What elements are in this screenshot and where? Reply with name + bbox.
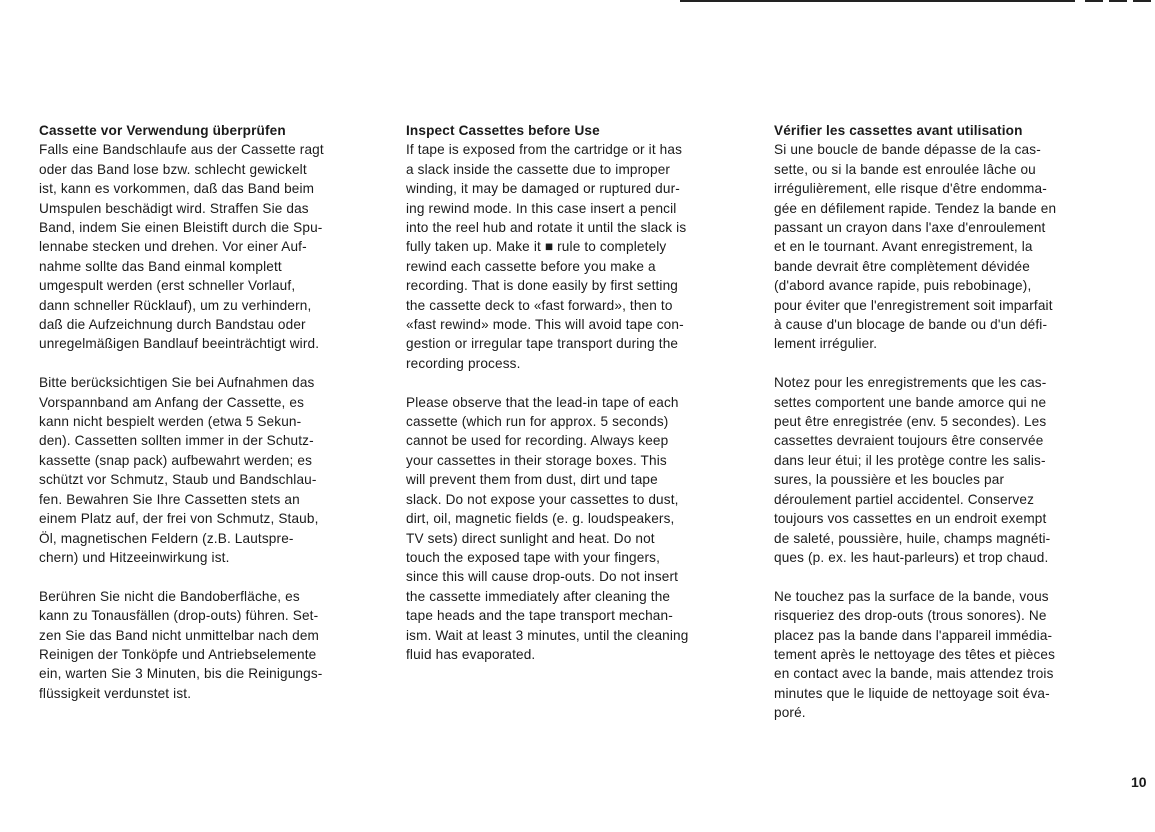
text-line: risqueriez des drop-outs (trous sonores). Ne <box>774 608 1047 624</box>
paragraph <box>406 140 738 373</box>
text-line: Falls eine Bandschlaufe aus der Cassette ragt <box>39 142 324 158</box>
text-line: passant un crayon dans l'axe d'enroulement <box>774 220 1046 236</box>
text-line: nahme sollte das Band einmal komplett <box>39 258 282 274</box>
paragraph <box>39 140 371 353</box>
text-line: cassettes devraient toujours être conservée <box>774 433 1044 449</box>
text-line: poré. <box>774 705 806 721</box>
text-line: Band, indem Sie einen Bleistift durch die Spu- <box>39 220 323 236</box>
paragraph <box>39 587 371 703</box>
text-line: toujours vos cassettes en un endroit exempt <box>774 511 1047 527</box>
heading-french: Vérifier les cassettes avant utilisation <box>774 123 1023 138</box>
text-line: ist, kann es vorkommen, daß das Band beim <box>39 181 315 197</box>
text-line: ing rewind mode. In this case insert a pencil <box>406 200 677 216</box>
text-line: dans leur étui; il les protège contre les salis- <box>774 452 1046 468</box>
paragraph <box>774 587 1110 723</box>
text-line: Bitte berücksichtigen Sie bei Aufnahmen das <box>39 375 315 391</box>
paragraph <box>774 373 1110 567</box>
text-line: unregelmäßigen Bandlauf beeinträchtigt wird. <box>39 336 320 352</box>
paragraphs-english <box>406 140 738 664</box>
text-line: kassette (snap pack) aufbewahrt werden; es <box>39 452 313 468</box>
text-line: minutes que le liquide de nettoyage soit éva- <box>774 685 1050 701</box>
heading-english: Inspect Cassettes before Use <box>406 123 600 138</box>
text-line: recording process. <box>406 355 521 371</box>
text-line: the cassette deck to «fast forward», then to <box>406 297 673 313</box>
text-line: gestion or irregular tape transport during the <box>406 336 679 352</box>
text-line: into the reel hub and rotate it until the slack is <box>406 220 687 236</box>
column-english <box>406 121 738 684</box>
text-line: lennabe stecken und drehen. Vor einer Auf- <box>39 239 307 255</box>
paragraphs-german <box>39 140 371 703</box>
paragraph <box>406 393 738 665</box>
paragraph <box>39 373 371 567</box>
text-line: einem Platz auf, der frei von Schmutz, Staub, <box>39 511 319 527</box>
text-line: «fast rewind» mode. This will avoid tape con- <box>406 317 684 333</box>
text-line: Umspulen beschädigt wird. Straffen Sie das <box>39 200 309 216</box>
text-line: fluid has evaporated. <box>406 646 536 662</box>
text-line: déroulement partiel accidentel. Conservez <box>774 491 1035 507</box>
text-line: umgespult werden (erst schneller Vorlauf, <box>39 278 296 294</box>
paragraph <box>774 140 1110 353</box>
text-line: bande devrait être complètement dévidée <box>774 258 1030 274</box>
text-line: dann schneller Rücklauf), um zu verhindern, <box>39 297 312 313</box>
text-line: flüssigkeit verdunstet ist. <box>39 685 192 701</box>
column-french <box>774 121 1110 742</box>
text-line: winding, it may be damaged or ruptured dur- <box>406 181 680 197</box>
text-line: kann nicht bespielt werden (etwa 5 Sekun- <box>39 414 302 430</box>
text-line: peut être enregistrée (env. 5 secondes). Les <box>774 414 1047 430</box>
text-line: kann zu Tonausfällen (drop-outs) führen. Set- <box>39 608 319 624</box>
text-line: a slack inside the cassette due to improper <box>406 161 671 177</box>
text-line: If tape is exposed from the cartridge or it has <box>406 142 683 158</box>
text-line: schützt vor Schmutz, Staub und Bandschlau- <box>39 472 317 488</box>
text-line: de saleté, poussière, huile, champs magnéti- <box>774 530 1051 546</box>
text-line: settes comportent une bande amorce qui ne <box>774 394 1047 410</box>
text-line: since this will cause drop-outs. Do not insert <box>406 569 679 585</box>
text-line: pour éviter que l'enregistrement soit imparfait <box>774 297 1053 313</box>
text-line: den). Cassetten sollten immer in der Schutz- <box>39 433 314 449</box>
text-line: (d'abord avance rapide, puis rebobinage), <box>774 278 1032 294</box>
text-line: et en le tournant. Avant enregistrement, la <box>774 239 1033 255</box>
text-line: tape heads and the tape transport mechan- <box>406 608 673 624</box>
text-line: en contact avec la bande, mais attendez trois <box>774 666 1054 682</box>
paragraphs-french <box>774 140 1110 722</box>
column-german <box>39 121 371 723</box>
text-line: Reinigen der Tonköpfe und Antriebselemente <box>39 646 317 662</box>
text-line: ein, warten Sie 3 Minuten, bis die Reinigungs- <box>39 666 323 682</box>
text-line: sette, ou si la bande est enroulée lâche ou <box>774 161 1036 177</box>
text-line: à cause d'un blocage de bande ou d'un défi- <box>774 317 1048 333</box>
text-line: rewind each cassette before you make a <box>406 258 656 274</box>
text-line: cassette (which run for approx. 5 seconds) <box>406 414 669 430</box>
text-line: your cassettes in their storage boxes. This <box>406 452 667 468</box>
text-line: lement irrégulier. <box>774 336 878 352</box>
text-line: tement après le nettoyage des têtes et pièces <box>774 646 1056 662</box>
text-line: gée en défilement rapide. Tendez la bande en <box>774 200 1057 216</box>
text-line: slack. Do not expose your cassettes to dust, <box>406 491 679 507</box>
text-line: the cassette immediately after cleaning the <box>406 588 671 604</box>
text-line: sures, la poussière et les boucles par <box>774 472 1005 488</box>
text-line: TV sets) direct sunlight and heat. Do not <box>406 530 655 546</box>
text-line: Berühren Sie nicht die Bandoberfläche, es <box>39 588 300 604</box>
text-line: dirt, oil, magnetic fields (e. g. loudspeakers, <box>406 511 675 527</box>
text-line: chern) und Hitzeeinwirkung ist. <box>39 549 230 565</box>
text-line: ism. Wait at least 3 minutes, until the cleaning <box>406 627 689 643</box>
text-line: Ne touchez pas la surface de la bande, vous <box>774 588 1049 604</box>
text-line: Öl, magnetischen Feldern (z.B. Lautspre- <box>39 530 294 546</box>
text-line: Si une boucle de bande dépasse de la cas- <box>774 142 1041 158</box>
text-line: placez pas la bande dans l'appareil immédia- <box>774 627 1053 643</box>
text-line: fully taken up. Make it ■ rule to completely <box>406 239 667 255</box>
text-line: will prevent them from dust, dirt und tape <box>406 472 658 488</box>
text-line: touch the exposed tape with your fingers, <box>406 549 661 565</box>
text-line: oder das Band lose bzw. schlecht gewickelt <box>39 161 307 177</box>
text-line: cannot be used for recording. Always keep <box>406 433 669 449</box>
text-line: irrégulièrement, elle risque d'être endomma- <box>774 181 1047 197</box>
text-line: recording. That is done easily by first setting <box>406 278 679 294</box>
text-line: Vorspannband am Anfang der Cassette, es <box>39 394 305 410</box>
text-line: zen Sie das Band nicht unmittelbar nach dem <box>39 627 319 643</box>
top-rule-dashed <box>1085 0 1155 2</box>
text-line: ques (p. ex. les haut-parleurs) et trop chaud. <box>774 549 1049 565</box>
heading-german: Cassette vor Verwendung überprüfen <box>39 123 286 138</box>
text-line: Please observe that the lead-in tape of each <box>406 394 679 410</box>
text-line: Notez pour les enregistrements que les cas- <box>774 375 1047 391</box>
text-line: daß die Aufzeichnung durch Bandstau oder <box>39 317 306 333</box>
top-rule <box>680 0 1075 2</box>
page-number: 10 <box>1131 774 1147 790</box>
text-line: fen. Bewahren Sie Ihre Cassetten stets an <box>39 491 300 507</box>
